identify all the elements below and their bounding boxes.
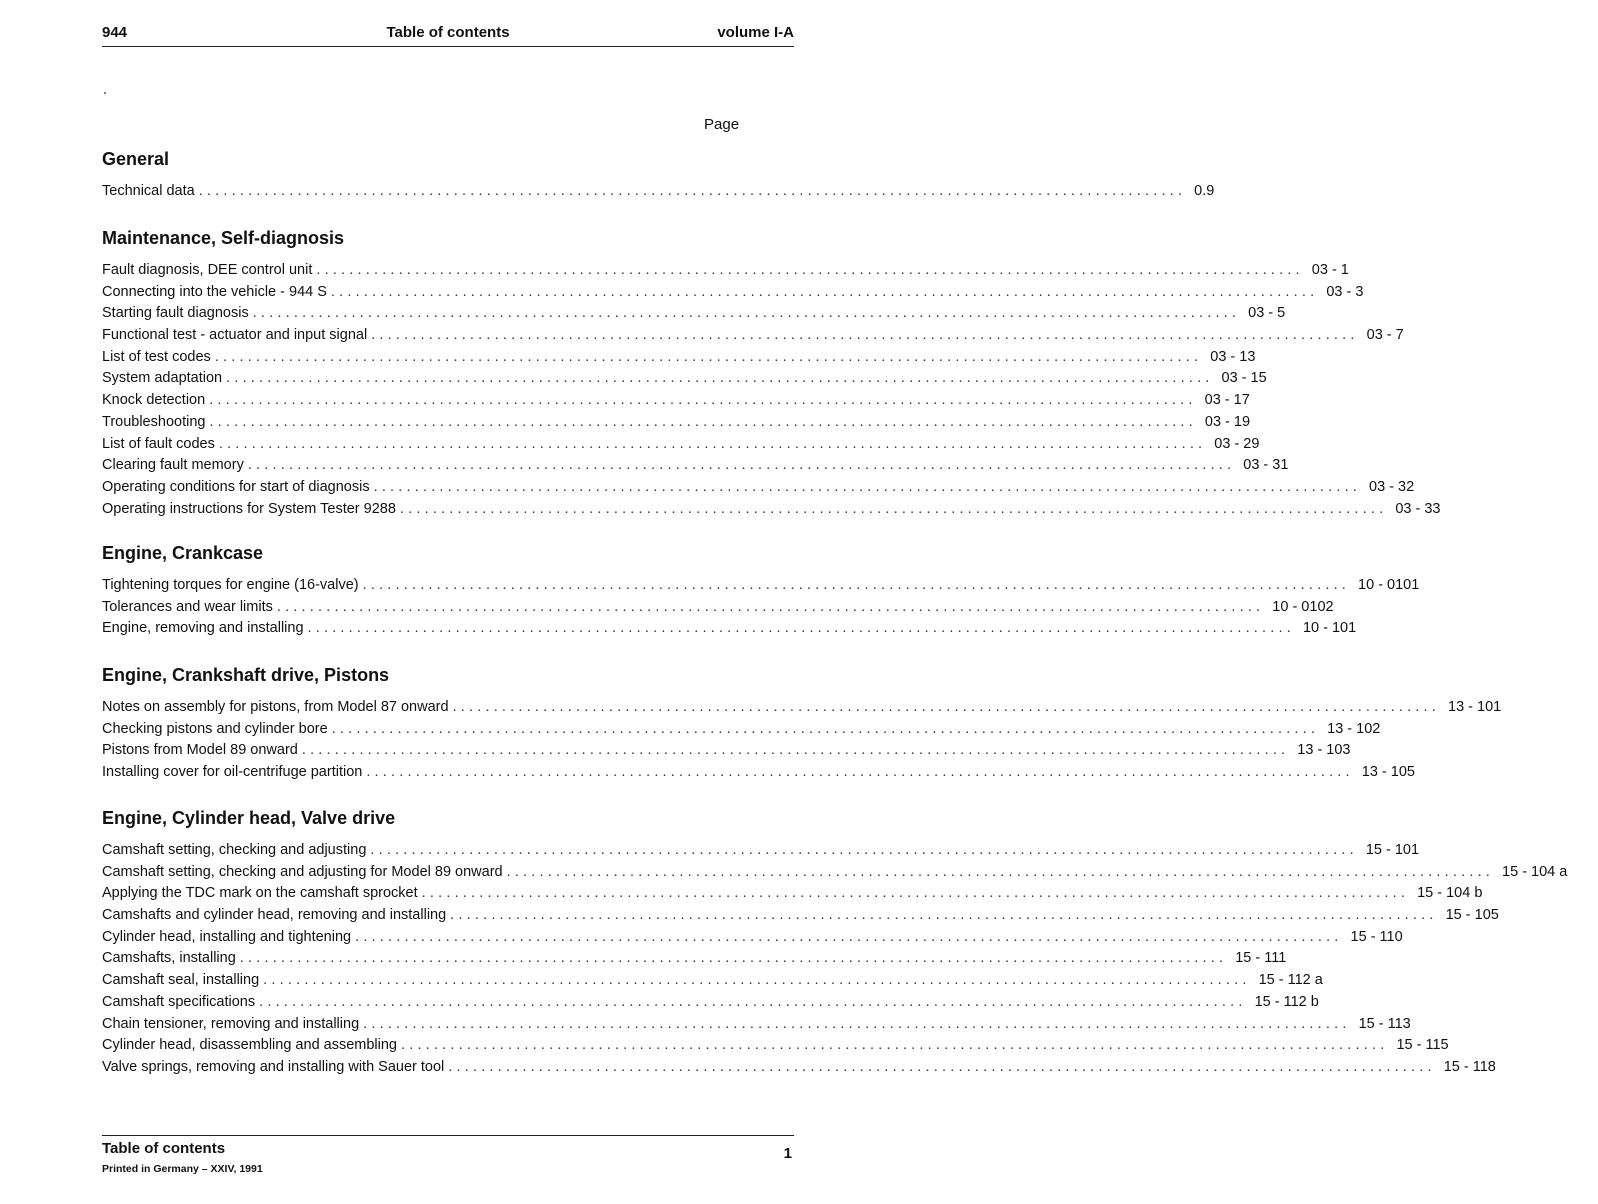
dot-leader: ........................................................................................................................ [362, 577, 1351, 593]
toc-entry-title: List of fault codes [102, 435, 215, 452]
toc-entry-page: 15 - 111 [1235, 950, 1287, 967]
toc-entry-page: 15 - 115 [1396, 1037, 1449, 1054]
section-title: Engine, Crankshaft drive, Pistons [102, 665, 390, 685]
dot-leader: ........................................................................................................................ [214, 348, 1203, 365]
toc-entry-list [102, 840, 1568, 1079]
model-number: 944 [102, 24, 128, 41]
toc-entry-title: Clearing fault memory [102, 457, 244, 474]
dot-leader: ........................................................................................................................ [247, 457, 1236, 474]
toc-entry-title: Notes on assembly for pistons, from Model 87 onward [102, 699, 449, 715]
toc-entry[interactable] [102, 181, 1215, 203]
toc-entry-page: 15 - 112 a [1258, 972, 1323, 989]
toc-entry-title: Fault diagnosis, DEE control unit [102, 262, 313, 278]
footer-title: Table of contents [102, 1140, 226, 1157]
dot-leader: ........................................................................................................................ [252, 305, 1241, 322]
toc-entry-page: 15 - 105 [1445, 907, 1499, 924]
dot-leader: ........................................................................................................................ [209, 392, 1197, 409]
dot-leader: ........................................................................................................................ [452, 699, 1440, 715]
toc-entry-page: 03 - 15 [1221, 370, 1267, 387]
toc-entry-page: 03 - 1 [1311, 262, 1349, 278]
section-title: Engine, Cylinder head, Valve drive [102, 808, 396, 828]
toc-entry-page: 10 - 0102 [1272, 598, 1334, 615]
toc-entry-title: Starting fault diagnosis [102, 305, 249, 322]
toc-entry-page: 03 - 5 [1248, 305, 1286, 322]
toc-entry[interactable] [102, 499, 1441, 521]
dot-leader: ........................................................................................................................ [330, 283, 1319, 300]
dot-leader: ........................................................................................................................ [401, 1037, 1389, 1054]
toc-entry-page: 15 - 104 a [1502, 863, 1568, 880]
toc-entry-page: 15 - 113 [1358, 1015, 1411, 1032]
toc-entry-title: Applying the TDC mark on the camshaft sprocket [102, 885, 418, 902]
toc-entry[interactable] [102, 740, 1351, 762]
toc-entry-page: 15 - 101 [1365, 842, 1420, 858]
toc-entry-title: Troubleshooting [102, 413, 206, 430]
dot-leader: ........................................................................................................................ [316, 262, 1304, 278]
toc-entry[interactable] [102, 862, 1568, 884]
toc-entry[interactable] [102, 325, 1404, 347]
toc-entry[interactable] [102, 434, 1260, 456]
toc-entry[interactable] [102, 883, 1483, 905]
dot-leader: ........................................................................................................................ [239, 950, 1228, 967]
section-title: General [102, 149, 170, 169]
dot-leader: ........................................................................................................................ [331, 720, 1320, 737]
toc-entry-page: 0.9 [1194, 183, 1215, 199]
toc-entry-page: 13 - 103 [1297, 742, 1351, 759]
toc-entry[interactable] [102, 970, 1323, 992]
toc-entry[interactable] [102, 992, 1319, 1014]
toc-entry-list [102, 697, 1502, 784]
dot-leader: ........................................................................................................................ [276, 598, 1265, 615]
toc-entry[interactable] [102, 368, 1267, 390]
page-footer [102, 1135, 794, 1175]
header-title: Table of contents [386, 24, 510, 41]
dot-leader: ........................................................................................................................ [363, 1015, 1351, 1032]
toc-entry-title: Knock detection [102, 392, 206, 409]
toc-entry-page: 03 - 31 [1243, 457, 1289, 474]
dot-leader: ........................................................................................................................ [218, 435, 1207, 452]
toc-entry-list [102, 181, 1215, 203]
section-title: Maintenance, Self-diagnosis [102, 228, 345, 248]
toc-entry-title: Camshaft setting, checking and adjusting [102, 842, 367, 858]
toc-entry[interactable] [102, 1035, 1449, 1057]
dot-leader: ........................................................................................................................ [370, 842, 1358, 858]
toc-entry-title: Camshafts, installing [102, 950, 236, 967]
toc-entry-title: Tolerances and wear limits [102, 598, 273, 615]
toc-entry-title: Camshaft setting, checking and adjusting for Model 89 onward [102, 863, 503, 880]
toc-entry[interactable] [102, 412, 1251, 434]
toc-entry[interactable] [102, 282, 1364, 304]
dot-leader: ........................................................................................................................ [366, 764, 1354, 781]
dot-leader: ........................................................................................................................ [506, 863, 1495, 880]
dot-leader: ........................................................................................................................ [198, 183, 1187, 199]
toc-entry-title: Cylinder head, disassembling and assembling [102, 1037, 397, 1054]
toc-entry[interactable] [102, 1014, 1411, 1036]
section-engine-crankcase [102, 542, 1420, 640]
toc-entry[interactable] [102, 719, 1381, 741]
toc-entry-title: Functional test - actuator and input signal [102, 327, 368, 344]
toc-entry-title: Valve springs, removing and installing with Sauer tool [102, 1058, 445, 1075]
toc-entry-page: 13 - 102 [1327, 720, 1381, 737]
toc-entry-page: 13 - 101 [1448, 699, 1502, 715]
toc-entry-page: 10 - 101 [1302, 620, 1357, 637]
toc-entry-page: 15 - 118 [1443, 1058, 1496, 1075]
toc-entry[interactable] [102, 762, 1415, 784]
toc-entry-title: Chain tensioner, removing and installing [102, 1015, 360, 1032]
dot-leader: ........................................................................................................................ [226, 370, 1214, 387]
toc-entry[interactable] [102, 575, 1420, 597]
page-column-label: Page [704, 116, 740, 133]
toc-entry[interactable] [102, 303, 1286, 325]
dot-leader: ........................................................................................................................ [209, 413, 1197, 430]
dot-leader: ........................................................................................................................ [448, 1058, 1436, 1075]
footer-page-number: 1 [783, 1145, 792, 1162]
toc-entry-page: 15 - 110 [1350, 928, 1403, 945]
toc-entry-page: 03 - 7 [1366, 327, 1404, 344]
volume-label: volume I-A [717, 24, 794, 41]
toc-entry[interactable] [102, 948, 1287, 970]
toc-entry-page: 15 - 104 b [1417, 885, 1483, 902]
dot-leader: ........................................................................................................................ [355, 928, 1343, 945]
toc-entry-title: Operating instructions for System Tester 9288 [102, 500, 396, 517]
section-engine-crankshaft-drive-pistons [102, 664, 1502, 784]
toc-entry-list [102, 575, 1420, 640]
toc-entry-page: 03 - 13 [1210, 348, 1256, 365]
section-maintenance-self-diagnosis [102, 227, 1441, 520]
dot-leader: ........................................................................................................................ [371, 327, 1359, 344]
toc-entry-title: Tightening torques for engine (16-valve) [102, 577, 359, 593]
toc-entry-title: Camshaft specifications [102, 993, 256, 1010]
toc-entry-page: 03 - 3 [1326, 283, 1364, 300]
toc-entry-page: 03 - 19 [1204, 413, 1251, 430]
section-engine-cylinder-head-valve-drive [102, 807, 1568, 1079]
toc-entry-title: Cylinder head, installing and tightening [102, 928, 352, 945]
toc-entry-page: 03 - 32 [1369, 478, 1415, 495]
toc-entry[interactable] [102, 618, 1357, 640]
toc-entry-page: 10 - 0101 [1358, 577, 1420, 593]
dot-leader: ........................................................................................................................ [259, 993, 1247, 1010]
toc-entry-page: 03 - 29 [1214, 435, 1260, 452]
toc-entry-page: 13 - 105 [1361, 764, 1415, 781]
toc-entry[interactable] [102, 840, 1420, 862]
toc-entry[interactable] [102, 347, 1256, 369]
toc-entry-title: Technical data [102, 183, 195, 199]
footer-printed-note: Printed in Germany – XXIV, 1991 [102, 1163, 263, 1175]
section-general [102, 148, 1215, 203]
toc-entry[interactable] [102, 597, 1334, 619]
toc-entry-page: 03 - 33 [1395, 500, 1441, 517]
toc-entry-title: Engine, removing and installing [102, 620, 304, 637]
toc-entry-list [102, 260, 1441, 520]
toc-entry[interactable] [102, 455, 1289, 477]
toc-entry-title: Installing cover for oil-centrifuge partition [102, 764, 363, 781]
toc-entry-title: Connecting into the vehicle - 944 S [102, 283, 327, 300]
toc-entry[interactable] [102, 1057, 1496, 1079]
toc-entry-page: 15 - 112 b [1254, 993, 1319, 1010]
print-speck [104, 92, 106, 94]
toc-entry[interactable] [102, 390, 1250, 412]
dot-leader: ........................................................................................................................ [373, 478, 1362, 495]
toc-entry-title: Operating conditions for start of diagnosis [102, 478, 370, 495]
dot-leader: ........................................................................................................................ [421, 885, 1410, 902]
dot-leader: ........................................................................................................................ [307, 620, 1295, 637]
page-header [102, 22, 794, 47]
section-title: Engine, Crankcase [102, 543, 264, 563]
toc-entry[interactable] [102, 927, 1403, 949]
toc-entry[interactable] [102, 905, 1499, 927]
dot-leader: ........................................................................................................................ [263, 972, 1251, 989]
toc-entry[interactable] [102, 697, 1502, 719]
toc-entry-title: Checking pistons and cylinder bore [102, 720, 328, 737]
toc-entry-title: System adaptation [102, 370, 223, 387]
toc-entry-title: Pistons from Model 89 onward [102, 742, 298, 759]
toc-entry-title: Camshaft seal, installing [102, 972, 260, 989]
dot-leader: ........................................................................................................................ [399, 500, 1388, 517]
toc-entry-title: List of test codes [102, 348, 211, 365]
toc-entry-page: 03 - 17 [1204, 392, 1250, 409]
dot-leader: ........................................................................................................................ [450, 907, 1438, 924]
toc-entry[interactable] [102, 260, 1349, 282]
toc-entry-title: Camshafts and cylinder head, removing and installing [102, 907, 447, 924]
toc-entry[interactable] [102, 477, 1415, 499]
dot-leader: ........................................................................................................................ [301, 742, 1290, 759]
